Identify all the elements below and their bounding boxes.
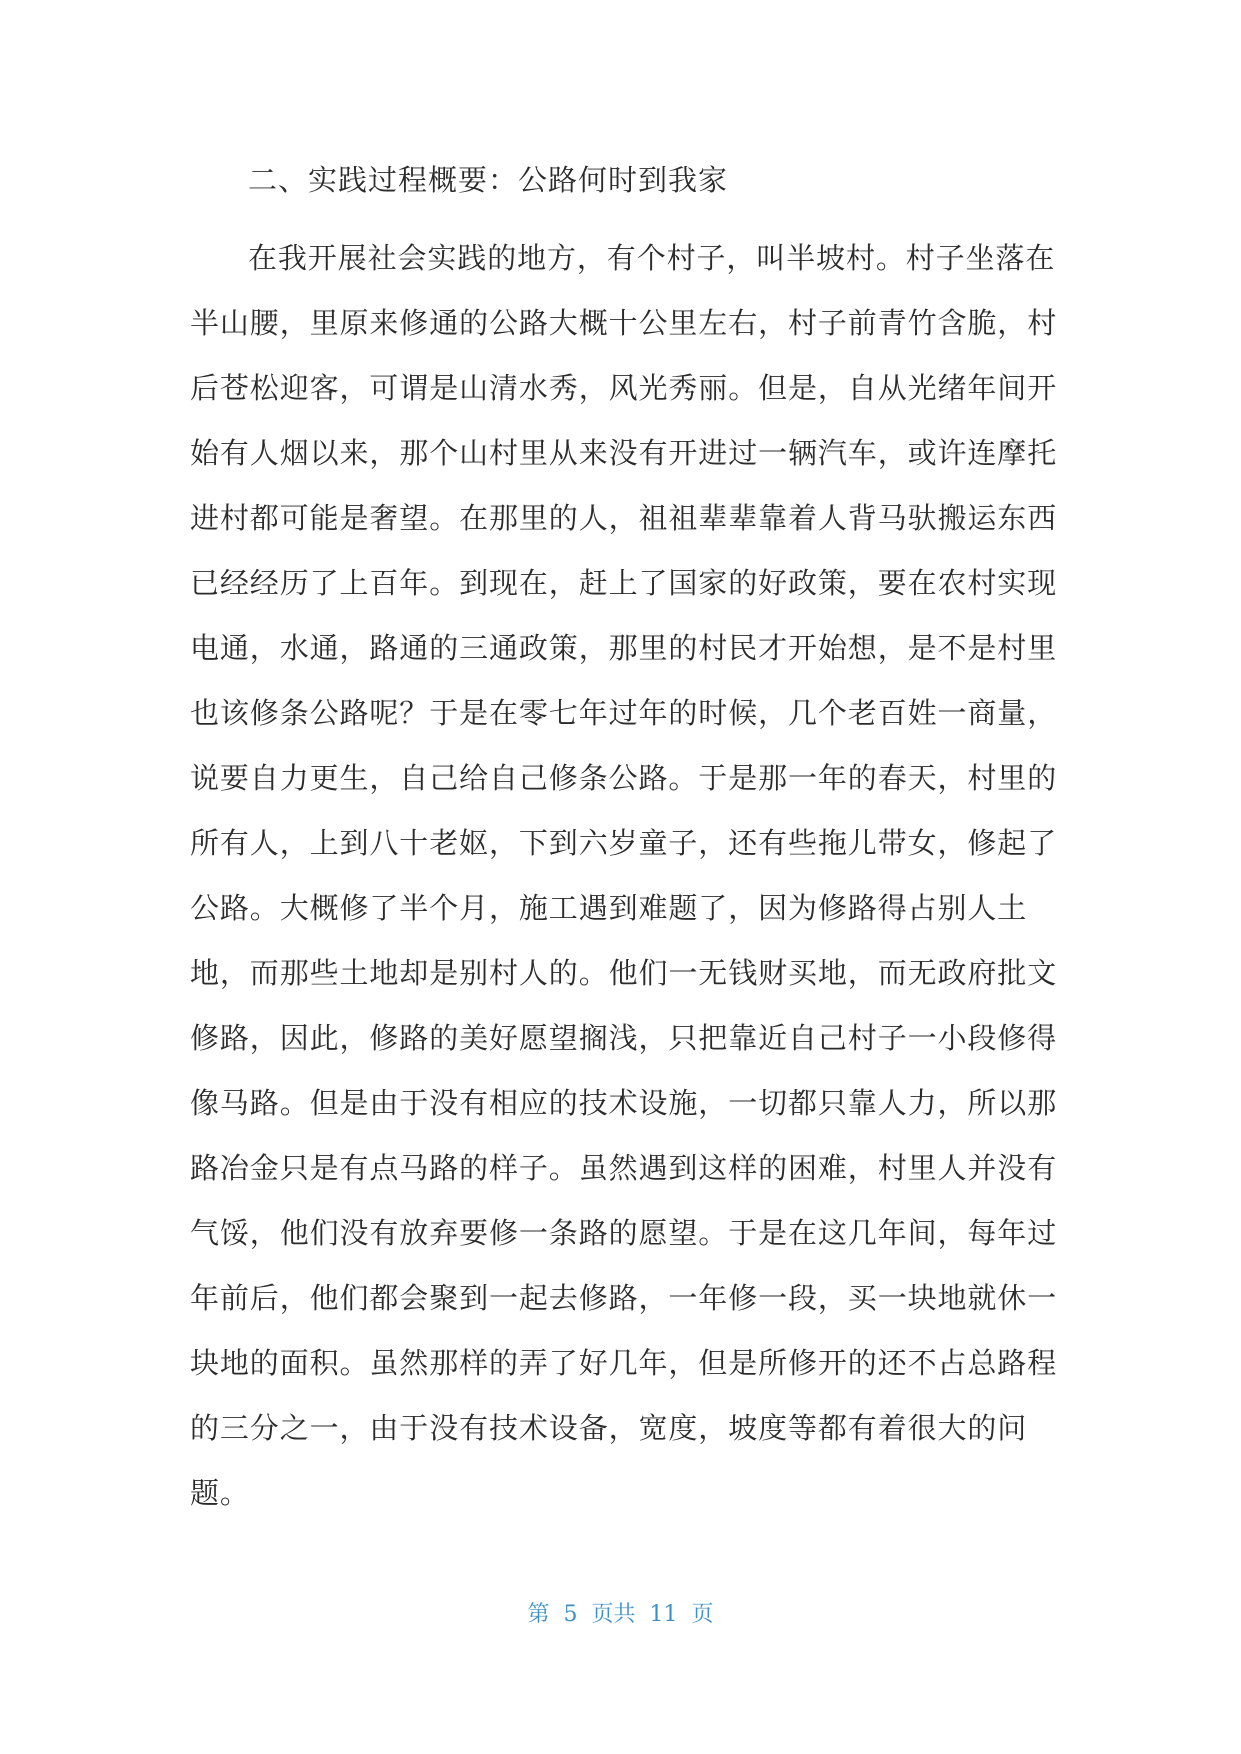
page-number-footer: 第 5 页共 11 页: [527, 1602, 714, 1627]
paragraph-line: 像马路。但是由于没有相应的技术设施，一切都只靠人力，所以那: [190, 1086, 1058, 1120]
section-heading: 二、实践过程概要：公路何时到我家: [248, 163, 729, 197]
paragraph-line: 路冶金只是有点马路的样子。虽然遇到这样的困难，村里人并没有: [190, 1151, 1058, 1185]
paragraph-line: 块地的面积。虽然那样的弄了好几年，但是所修开的还不占总路程: [190, 1346, 1058, 1380]
paragraph-line: 电通，水通，路通的三通政策，那里的村民才开始想，是不是村里: [190, 631, 1058, 665]
paragraph-line: 题。: [190, 1476, 250, 1510]
paragraph-line: 气馁，他们没有放弃要修一条路的愿望。于是在这几年间，每年过: [190, 1216, 1058, 1250]
paragraph-line: 年前后，他们都会聚到一起去修路，一年修一段，买一块地就休一: [190, 1281, 1058, 1315]
paragraph-line: 半山腰，里原来修通的公路大概十公里左右，村子前青竹含脆，村: [190, 306, 1058, 340]
paragraph-line: 的三分之一，由于没有技术设备，宽度，坡度等都有着很大的问: [190, 1411, 1028, 1445]
paragraph-line: 公路。大概修了半个月，施工遇到难题了，因为修路得占别人土: [190, 891, 1028, 925]
paragraph-line: 已经经历了上百年。到现在，赶上了国家的好政策，要在农村实现: [190, 566, 1058, 600]
paragraph-line: 修路，因此，修路的美好愿望搁浅，只把靠近自己村子一小段修得: [190, 1021, 1058, 1055]
paragraph-line: 后苍松迎客，可谓是山清水秀，风光秀丽。但是，自从光绪年间开: [190, 371, 1058, 405]
body-paragraph: [190, 226, 1058, 1526]
paragraph-line: 在我开展社会实践的地方，有个村子，叫半坡村。村子坐落在: [248, 241, 1056, 275]
paragraph-line: 说要自力更生，自己给自己修条公路。于是那一年的春天，村里的: [190, 761, 1058, 795]
paragraph-line: 进村都可能是奢望。在那里的人，祖祖辈辈靠着人背马驮搬运东西: [190, 501, 1058, 535]
paragraph-line: 也该修条公路呢？于是在零七年过年的时候，几个老百姓一商量，: [190, 696, 1058, 730]
paragraph-line: 所有人，上到八十老妪，下到六岁童子，还有些拖儿带女，修起了: [190, 826, 1058, 860]
paragraph-line: 地，而那些土地却是别村人的。他们一无钱财买地，而无政府批文: [190, 956, 1058, 990]
paragraph-line: 始有人烟以来，那个山村里从来没有开进过一辆汽车，或许连摩托: [190, 436, 1058, 470]
